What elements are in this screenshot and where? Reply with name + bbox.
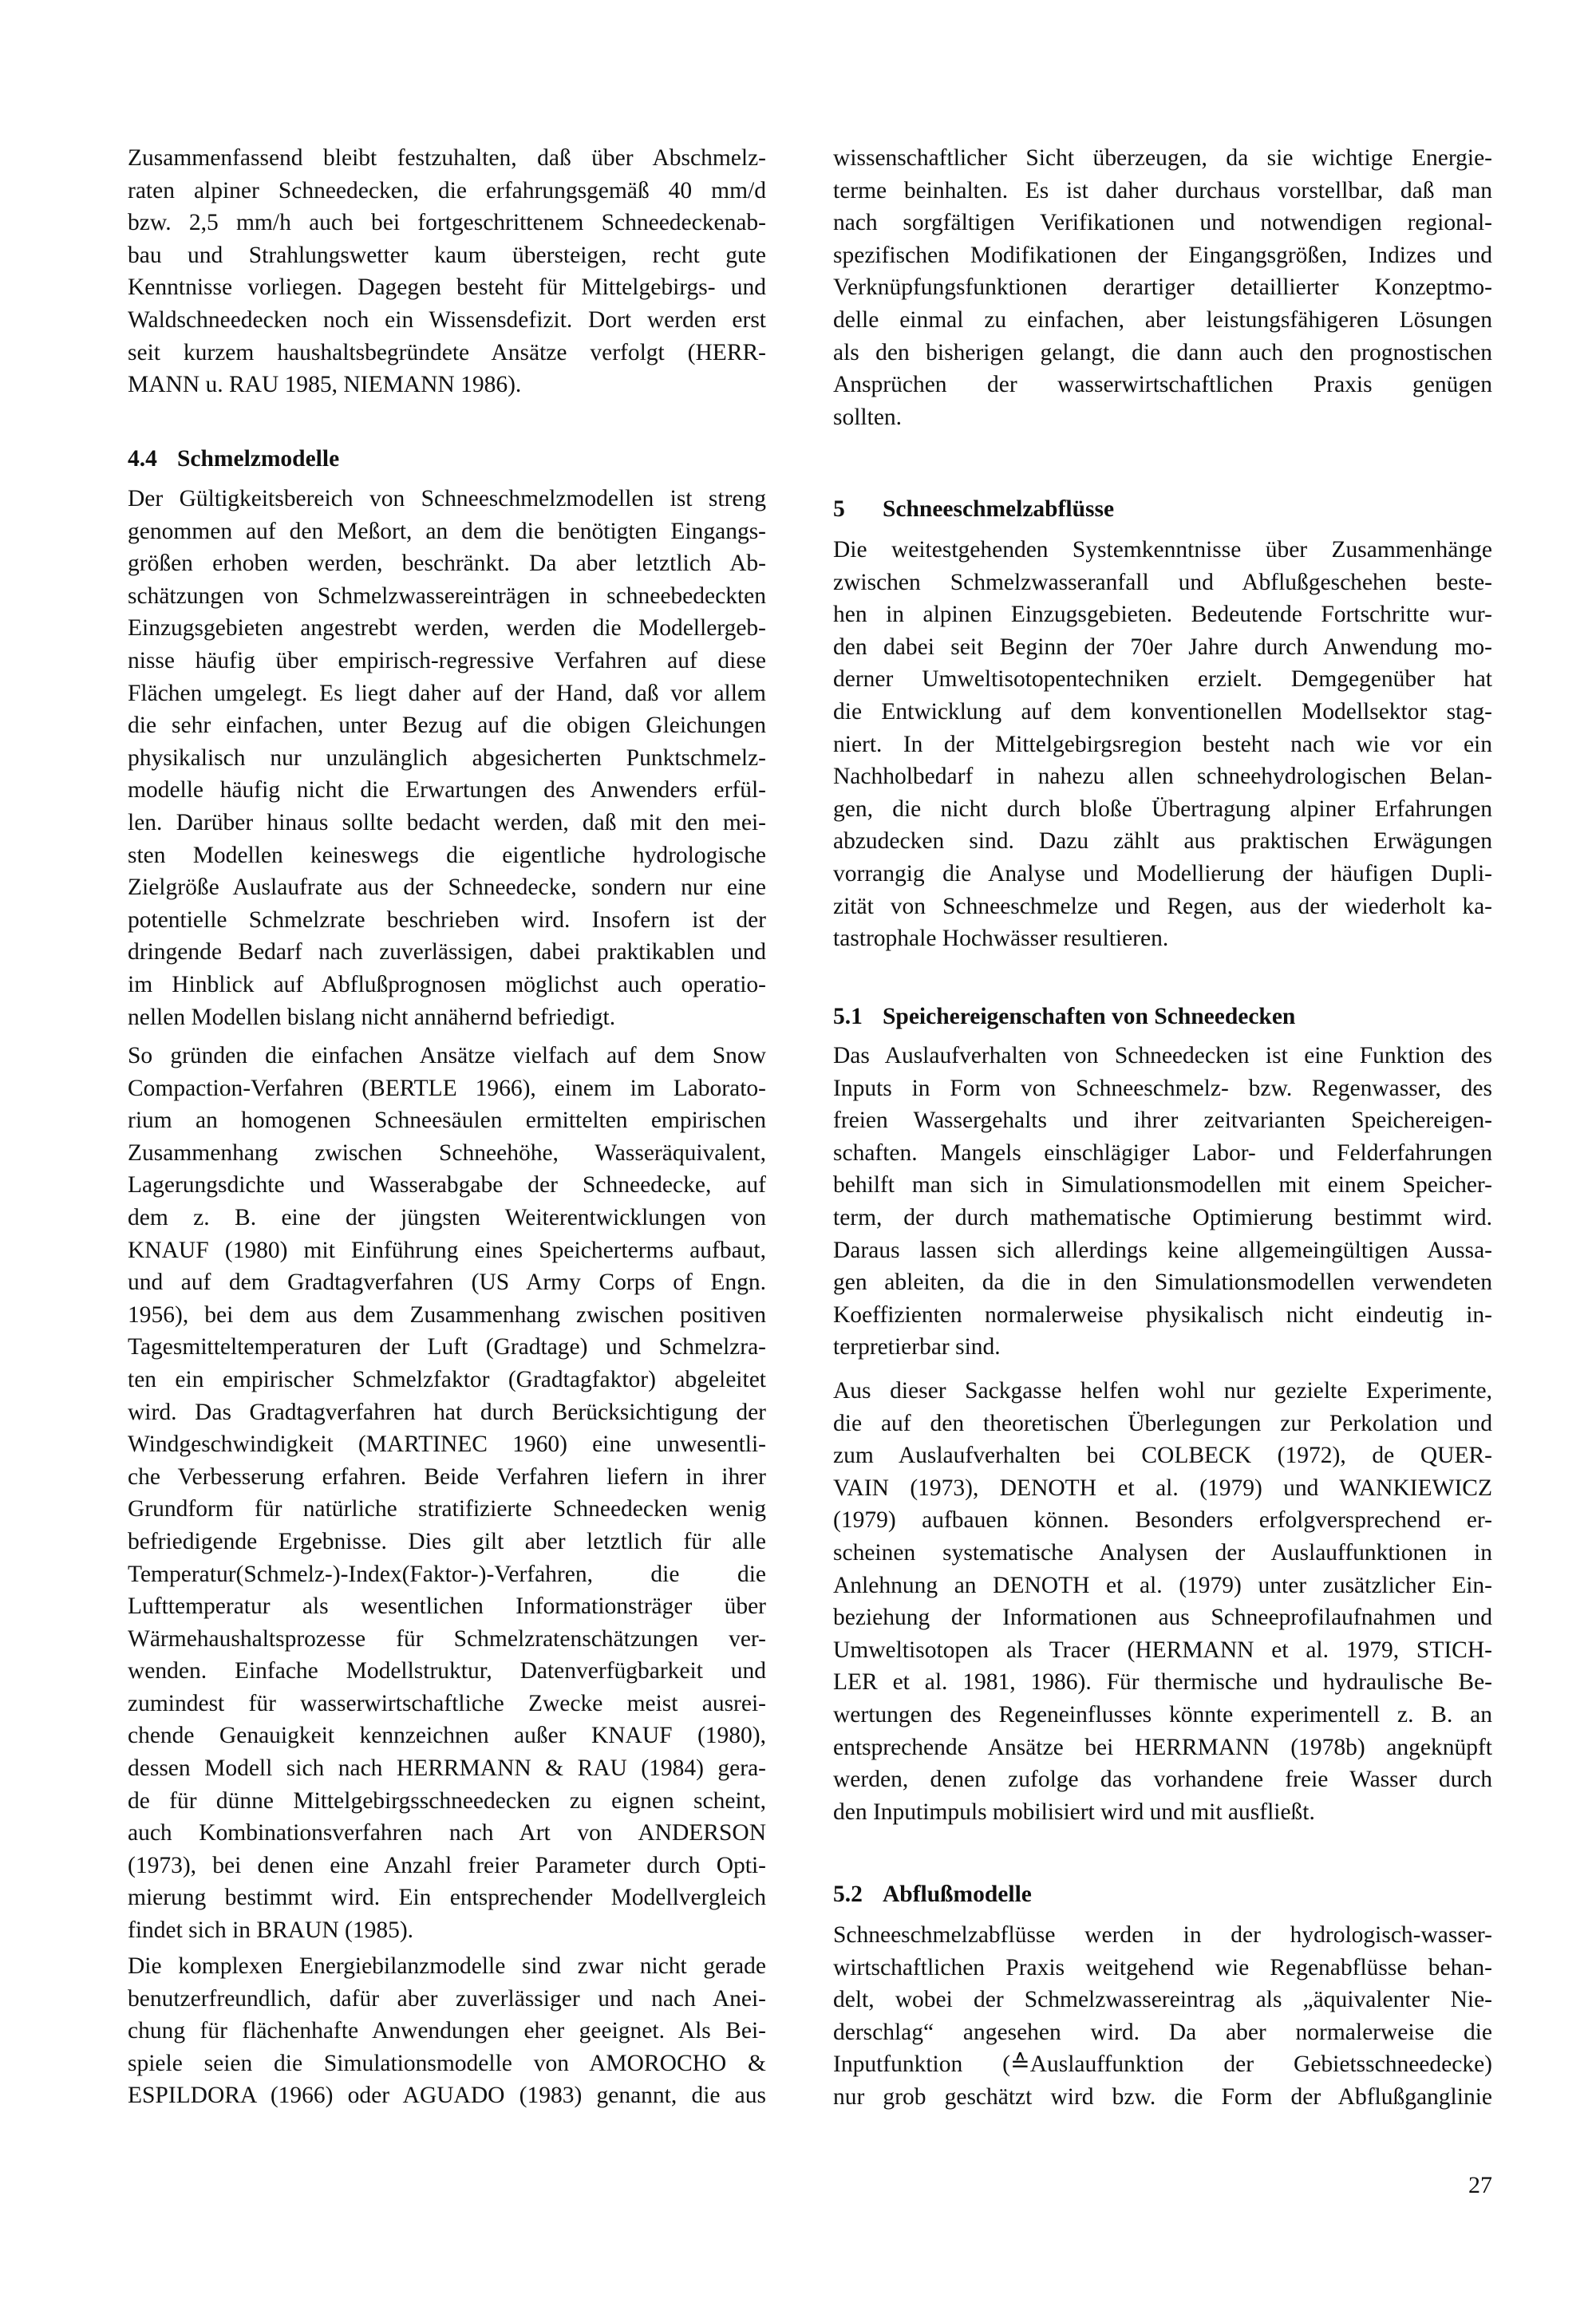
text-line: LER et al. 1981, 1986). Für thermische und hydraulische Be- [833, 1669, 1492, 1696]
text-line: Grundform für natürliche stratifizierte Schneedecken wenig [128, 1496, 766, 1522]
text-line: Flächen umgelegt. Es liegt daher auf der Hand, daß vor allem [128, 680, 766, 706]
text-line: schaften. Mangels einschlägiger Labor- und Felderfahrungen [833, 1139, 1492, 1166]
page-number: 27 [1468, 2172, 1492, 2198]
text-line: abzudecken sind. Dazu zählt aus praktischen Erwägungen [833, 828, 1492, 855]
section-heading [833, 1001, 1492, 1033]
text-line: Das Auslaufverhalten von Schneedecken ist eine Funktion des [833, 1043, 1492, 1068]
paragraph [833, 1919, 1492, 2114]
section-heading [833, 493, 1492, 525]
text-line: den Inputimpuls mobilisiert wird und mit ausfließt. [833, 1799, 1315, 1825]
text-line: Zusammenhang zwischen Schneehöhe, Wasseräquivalent, [128, 1139, 766, 1166]
text-line: (1973), bei denen eine Anzahl freier Parameter durch Opti- [128, 1852, 766, 1878]
text-line: len. Darüber hinaus sollte bedacht werden, daß mit den mei- [128, 809, 766, 835]
text-line: findet sich in BRAUN (1985). [128, 1917, 414, 1944]
section-title: Abflußmodelle [883, 1882, 1032, 1907]
text-line: sten Modellen keineswegs die eigentliche hydrologische [128, 842, 766, 868]
text-line: wirtschaftlichen Praxis weitgehend wie Regenabflüsse behan- [833, 1954, 1492, 1980]
paragraph [128, 1040, 766, 1947]
text-line: als den bisherigen gelangt, die dann auch den prognostischen [833, 339, 1492, 365]
text-line: Daraus lassen sich allerdings keine allgemeingültigen Aussa- [833, 1237, 1492, 1263]
text-line: KNAUF (1980) mit Einführung eines Speicherterms aufbaut, [128, 1237, 766, 1263]
text-line: Zusammenfassend bleibt festzuhalten, daß über Abschmelz- [128, 145, 766, 171]
text-line: potentielle Schmelzrate beschrieben wird. Insofern ist der [128, 906, 766, 933]
text-line: nur grob geschätzt wird bzw. die Form der Abflußganglinie [833, 2083, 1492, 2110]
text-line: freien Wassergehalts und ihrer zeitvarianten Speichereigen- [833, 1108, 1492, 1134]
text-line: nisse häufig über empirisch-regressive Verfahren auf diese [128, 647, 766, 673]
text-line: ESPILDORA (1966) oder AGUADO (1983) genannt, die aus [128, 2083, 766, 2109]
text-line: niert. In der Mittelgebirgsregion besteht nach wie vor ein [833, 731, 1492, 757]
text-line: term, der durch mathematische Optimierung bestimmt wird. [833, 1204, 1492, 1230]
text-line: mierung bestimmt wird. Ein entsprechender Modellvergleich [128, 1885, 766, 1911]
section-number: 5.2 [833, 1882, 863, 1907]
text-line: ten ein empirischer Schmelzfaktor (Gradtagfaktor) abgeleitet [128, 1366, 766, 1392]
text-line: auch Kombinationsverfahren nach Art von ANDERSON [128, 1820, 766, 1846]
text-line: bzw. 2,5 mm/h auch bei fortgeschrittenem Schneedeckenab- [128, 210, 766, 236]
text-line: Lagerungsdichte und Wasserabgabe der Schneedecke, auf [128, 1172, 766, 1198]
text-line: dringende Bedarf nach zuverlässigen, dabei praktikablen und [128, 939, 766, 966]
text-line: Windgeschwindigkeit (MARTINEC 1960) eine unwesentli- [128, 1431, 766, 1458]
text-line: behilft man sich in Simulationsmodellen mit einem Speicher- [833, 1172, 1492, 1198]
text-line: gen ableiten, da die in den Simulationsmodellen verwendeten [833, 1270, 1492, 1296]
text-line: benutzerfreundlich, dafür aber zuverlässiger und nach Anei- [128, 1985, 766, 2012]
paragraph [833, 142, 1492, 433]
text-line: Die weitestgehenden Systemkenntnisse über Zusammenhänge [833, 537, 1492, 563]
paragraph [833, 1375, 1492, 1828]
text-line: nellen Modellen bislang nicht annähernd befriedigt. [128, 1004, 616, 1030]
text-line: che Verbesserung erfahren. Beide Verfahren liefern in ihrer [128, 1463, 766, 1490]
text-line: die sehr einfachen, unter Bezug auf die obigen Gleichungen [128, 713, 766, 739]
paragraph [833, 534, 1492, 955]
text-line: raten alpiner Schneedecken, die erfahrungsgemäß 40 mm/d [128, 177, 766, 203]
text-line: delt, wobei der Schmelzwassereintrag als „äquivalenter Nie- [833, 1987, 1492, 2013]
section-title: Speichereigenschaften von Schneedecken [883, 1004, 1296, 1029]
text-line: werden, denen zufolge das vorhandene freie Wasser durch [833, 1767, 1492, 1793]
text-line: wertungen des Regeneinflusses könnte experimentell z. B. an [833, 1701, 1492, 1728]
paragraph [833, 1040, 1492, 1364]
text-line: modelle häufig nicht die Erwartungen des Anwenders erfül- [128, 777, 766, 804]
text-line: sollten. [833, 404, 903, 430]
section-number: 5 [833, 496, 845, 522]
text-line: Die komplexen Energiebilanzmodelle sind zwar nicht gerade [128, 1953, 766, 1979]
text-line: zum Auslaufverhalten bei COLBECK (1972), de QUER- [833, 1443, 1492, 1469]
text-line: Ansprüchen der wasserwirtschaftlichen Praxis genügen [833, 372, 1492, 398]
text-line: VAIN (1973), DENOTH et al. (1979) und WANKIEWICZ [833, 1475, 1492, 1501]
text-line: nach sorgfältigen Verifikationen und notwendigen regional- [833, 210, 1492, 236]
text-line: Verknüpfungsfunktionen derartiger detaillierter Konzeptmo- [833, 274, 1492, 301]
paragraph [128, 1950, 766, 2112]
text-line: tastrophale Hochwässer resultieren. [833, 926, 1169, 952]
text-line: (1979) aufbauen können. Besonders erfolgversprechend er- [833, 1507, 1492, 1534]
text-line: und auf dem Gradtagverfahren (US Army Corps of Engn. [128, 1270, 766, 1296]
section-number: 5.1 [833, 1004, 863, 1029]
text-line: Schneeschmelzabflüsse werden in der hydrologisch-wasser- [833, 1922, 1492, 1948]
text-line: gen, die nicht durch bloße Übertragung alpiner Erfahrungen [833, 796, 1492, 822]
text-line: terpretierbar sind. [833, 1334, 1001, 1360]
text-line: Umweltisotopen als Tracer (HERMANN et al. 1979, STICH- [833, 1637, 1492, 1663]
text-line: bau und Strahlungswetter kaum übersteigen, recht gute [128, 242, 766, 268]
text-line: Waldschneedecken noch ein Wissensdefizit. Dort werden erst [128, 306, 766, 333]
text-line: scheinen systematische Analysen der Auslauffunktionen in [833, 1539, 1492, 1566]
text-line: So gründen die einfachen Ansätze vielfach auf dem Snow [128, 1043, 766, 1068]
text-line: Inputs in Form von Schneeschmelz- bzw. Regenwasser, des [833, 1075, 1492, 1101]
text-line: MANN u. RAU 1985, NIEMANN 1986). [128, 372, 522, 398]
text-line: Einzugsgebieten angestrebt werden, werden die Modellergeb- [128, 615, 766, 642]
text-line: physikalisch nur unzulänglich abgesicherten Punktschmelz- [128, 744, 766, 771]
text-line: terme beinhalten. Es ist daher durchaus vorstellbar, daß man [833, 177, 1492, 203]
text-line: delle einmal zu einfachen, aber leistungsfähigeren Lösungen [833, 306, 1492, 333]
text-line: Aus dieser Sackgasse helfen wohl nur gezielte Experimente, [833, 1378, 1492, 1404]
text-line: chung für flächenhafte Anwendungen eher geeignet. Als Bei- [128, 2018, 766, 2044]
text-line: größen erhoben werden, beschränkt. Da aber letztlich Ab- [128, 551, 766, 577]
section-title: Schneeschmelzabflüsse [883, 496, 1115, 522]
text-line: genommen auf den Meßort, an dem die benötigten Eingangs- [128, 518, 766, 544]
text-line: den dabei seit Beginn der 70er Jahre durch Anwendung mo- [833, 634, 1492, 660]
section-heading [833, 1878, 1492, 1910]
text-line: die Entwicklung auf dem konventionellen Modellsektor stag- [833, 698, 1492, 725]
text-line: befriedigende Ergebnisse. Dies gilt aber letztlich für alle [128, 1528, 766, 1554]
text-line: derner Umweltisotopentechniken erzielt. Demgegenüber hat [833, 666, 1492, 693]
text-line: chende Genauigkeit kennzeichnen außer KNAUF (1980), [128, 1723, 766, 1749]
text-line: dessen Modell sich nach HERRMANN & RAU (1984) gera- [128, 1755, 766, 1782]
text-line: wird. Das Gradtagverfahren hat durch Berücksichtigung der [128, 1399, 766, 1425]
section-heading [128, 443, 766, 475]
text-line: Lufttemperatur als wesentlichen Informationsträger über [128, 1593, 766, 1620]
text-line: Nachholbedarf in nahezu allen schneehydrologischen Belan- [833, 764, 1492, 790]
section-number: 4.4 [128, 446, 157, 472]
text-line: Der Gültigkeitsbereich von Schneeschmelzmodellen ist streng [128, 486, 766, 511]
text-line: Anlehnung an DENOTH et al. (1979) unter zusätzlicher Ein- [833, 1572, 1492, 1598]
text-line: 1956), bei dem aus dem Zusammenhang zwischen positiven [128, 1301, 766, 1328]
text-line: Koeffizienten normalerweise physikalisch nicht eindeutig in- [833, 1301, 1492, 1328]
text-line: wissenschaftlicher Sicht überzeugen, da sie wichtige Energie- [833, 145, 1492, 171]
text-line: Temperatur(Schmelz-)-Index(Faktor-)-Verfahren, die die [128, 1561, 766, 1587]
text-line: Kenntnisse vorliegen. Dagegen besteht für Mittelgebirgs- und [128, 274, 766, 301]
text-line: de für dünne Mittelgebirgsschneedecken zu eignen scheint, [128, 1787, 766, 1814]
paragraph [128, 142, 766, 401]
text-line: Wärmehaushaltsprozesse für Schmelzratenschätzungen ver- [128, 1625, 766, 1652]
section-title: Schmelzmodelle [177, 446, 340, 472]
text-line: Tagesmitteltemperaturen der Luft (Gradtage) und Schmelzra- [128, 1334, 766, 1360]
text-line: Inputfunktion (≙Auslauffunktion der Gebietsschneedecke) [833, 2051, 1492, 2078]
text-line: Compaction-Verfahren (BERTLE 1966), einem im Laborato- [128, 1075, 766, 1101]
text-line: vorrangig die Analyse und Modellierung der häufigen Dupli- [833, 860, 1492, 887]
text-line: seit kurzem haushaltsbegründete Ansätze verfolgt (HERR- [128, 339, 766, 365]
paragraph [128, 483, 766, 1033]
text-line: derschlag“ angesehen wird. Da aber normalerweise die [833, 2019, 1492, 2045]
text-line: zwischen Schmelzwasseranfall und Abflußgeschehen beste- [833, 569, 1492, 595]
text-line: wenden. Einfache Modellstruktur, Datenverfügbarkeit und [128, 1658, 766, 1684]
text-line: zität von Schneeschmelze und Regen, aus der wiederholt ka- [833, 893, 1492, 919]
text-line: spiele seien die Simulationsmodelle von AMOROCHO & [128, 2050, 766, 2076]
text-line: im Hinblick auf Abflußprognosen möglichst auch operatio- [128, 971, 766, 997]
text-line: rium an homogenen Schneesäulen ermittelten empirischen [128, 1108, 766, 1134]
text-line: schätzungen von Schmelzwassereinträgen in schneebedeckten [128, 582, 766, 609]
text-line: hen in alpinen Einzugsgebieten. Bedeutende Fortschritte wur- [833, 602, 1492, 628]
text-line: beziehung der Informationen aus Schneeprofilaufnahmen und [833, 1605, 1492, 1631]
text-line: die auf den theoretischen Überlegungen zur Perkolation und [833, 1410, 1492, 1436]
text-line: entsprechende Ansätze bei HERRMANN (1978b) angeknüpft [833, 1734, 1492, 1760]
text-line: spezifischen Modifikationen der Eingangsgrößen, Indizes und [833, 242, 1492, 268]
text-line: zumindest für wasserwirtschaftliche Zwecke meist ausrei- [128, 1690, 766, 1716]
text-line: Zielgröße Auslaufrate aus der Schneedecke, sondern nur eine [128, 875, 766, 901]
text-line: dem z. B. eine der jüngsten Weiterentwicklungen von [128, 1204, 766, 1230]
